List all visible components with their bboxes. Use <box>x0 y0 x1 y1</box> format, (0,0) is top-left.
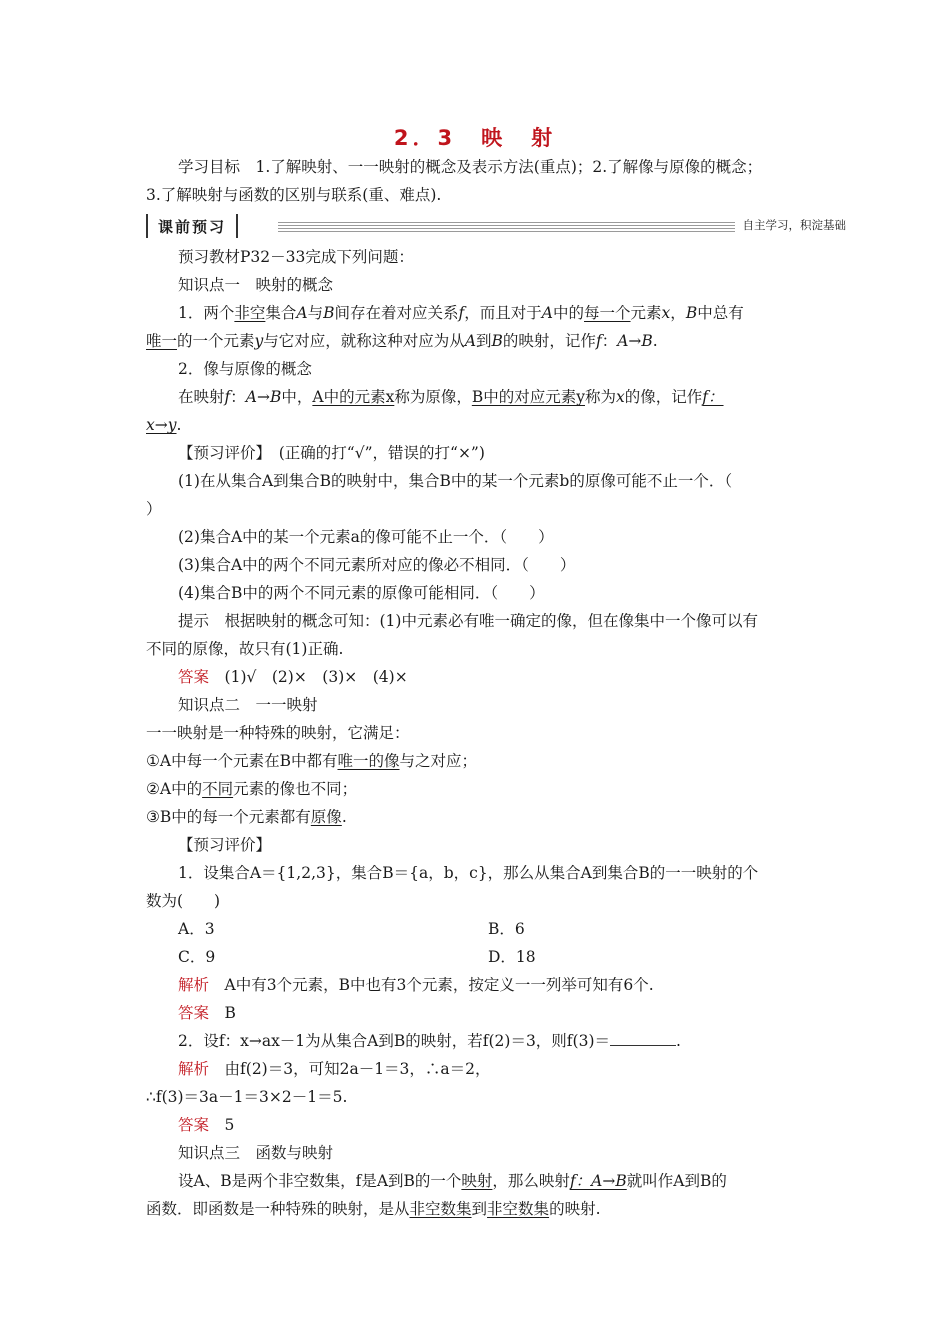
math-var: A <box>296 304 308 322</box>
text: ③B中的每一个元素都有 <box>146 808 311 826</box>
text: ①A中每一个元素在B中都有 <box>146 752 338 770</box>
text: 的映射. <box>549 1200 601 1218</box>
bijection-condition-2 <box>146 778 357 800</box>
knowledge-point-2-heading: 知识点二 一一映射 <box>178 696 318 714</box>
image-preimage-heading: 2．像与原像的概念 <box>178 360 312 378</box>
option-d: D．18 <box>488 948 536 966</box>
question-1-line-1: (1)在从集合A到集合B的映射中，集合B中的某一个元素b的原像可能不止一个．（ <box>178 472 733 490</box>
banner-subtitle: 自主学习，积淀基础 <box>735 217 847 233</box>
text: 的映射，记作 <box>502 332 596 350</box>
text: 函数．即函数是一种特殊的映射，是从 <box>146 1200 410 1218</box>
underlined-term: 非空数集 <box>409 1200 472 1218</box>
underlined-term: 映射 <box>461 1172 493 1190</box>
underlined-term: 每一个 <box>584 304 631 322</box>
learning-objectives-line-1: 学习目标 1.了解映射、一一映射的概念及表示方法(重点)；2.了解像与原像的概念； <box>178 158 763 176</box>
underlined-term: x→y <box>146 416 177 434</box>
answer-line-1 <box>178 666 408 688</box>
solution-2-line-1 <box>178 1058 491 1080</box>
underlined-term: A中的元素x <box>312 388 395 406</box>
text: 到 <box>476 332 492 350</box>
text: 到 <box>471 1200 488 1218</box>
option-a: A．3 <box>178 920 215 938</box>
page-title: 2．3 映 射 <box>393 126 557 150</box>
question-3: (3)集合A中的两个不同元素所对应的像必不相同．（ ） <box>178 556 576 574</box>
math-expr: A→B <box>617 332 653 350</box>
text: . <box>676 1032 681 1050</box>
text: 集合 <box>265 304 297 322</box>
eval-2-question-1-line-2: 数为( ) <box>146 892 221 910</box>
math-expr: A→B <box>245 388 282 406</box>
hint-line-1: 提示 根据映射的概念可知：(1)中元素必有唯一确定的像，但在像集中一个像可以有 <box>178 612 758 630</box>
mapping-definition-line-1 <box>178 302 744 324</box>
text: 元素的像也不同； <box>233 780 358 798</box>
math-var: y <box>254 332 264 350</box>
answer-text: (1)√ (2)× (3)× (4)× <box>224 668 408 686</box>
solution-1 <box>178 974 654 996</box>
bijection-condition-3 <box>146 806 347 828</box>
text: 中总有 <box>697 304 744 322</box>
function-mapping-line-1 <box>178 1170 727 1192</box>
text: 元素 <box>630 304 662 322</box>
text: 1．两个 <box>178 304 235 322</box>
text: ，而且对于 <box>464 304 542 322</box>
text: ： <box>601 332 618 350</box>
eval-1-heading: 【预习评价】 (正确的打“√”，错误的打“×”) <box>178 444 485 462</box>
eval-2-question-1-line-1: 1．设集合A＝{1,2,3}，集合B＝{a，b，c}，那么从集合A到集合B的一一映射的个 <box>178 864 759 882</box>
underlined-term: f：A→B <box>569 1172 627 1190</box>
preview-note: 预习教材P32－33完成下列问题： <box>178 248 414 266</box>
image-preimage-line-2 <box>146 414 181 436</box>
question-2: (2)集合A中的某一个元素a的像可能不止一个．（ ） <box>178 528 554 546</box>
question-text: 2．设f：x→ax－1为从集合A到B的映射，若f(2)＝3，则f(3)＝ <box>178 1032 611 1050</box>
math-var: A <box>464 332 477 350</box>
text: 间存在着对应关系 <box>334 304 459 322</box>
text: 与它对应，就称这种对应为从 <box>263 332 465 350</box>
image-preimage-line-1 <box>178 386 724 408</box>
math-var: A <box>541 304 553 322</box>
answer-blank <box>610 1031 676 1046</box>
answer-label: 答案 <box>178 668 210 686</box>
text: ， <box>670 304 686 322</box>
text: . <box>652 332 658 350</box>
math-var: f <box>224 388 231 406</box>
text: 设A、B是两个非空数集，f是A到B的一个 <box>178 1172 462 1190</box>
text: 就叫作A到B的 <box>626 1172 727 1190</box>
answer-text: B <box>224 1004 236 1022</box>
solution-label: 解析 <box>178 1060 210 1078</box>
answer-label: 答案 <box>178 1116 210 1134</box>
text: 称为 <box>584 388 616 406</box>
question-4: (4)集合B中的两个不同元素的原像可能相同．（ ） <box>178 584 545 602</box>
underlined-term: 非空 <box>234 304 266 322</box>
underlined-term: 原像 <box>310 808 342 826</box>
function-mapping-line-2 <box>146 1198 601 1220</box>
text: ，那么映射 <box>492 1172 570 1190</box>
answer-3 <box>178 1114 234 1136</box>
text: ②A中的 <box>146 780 203 798</box>
learning-objectives-line-2: 3.了解映射与函数的区别与联系(重、难点). <box>146 186 442 204</box>
knowledge-point-1-heading: 知识点一 映射的概念 <box>178 276 334 294</box>
banner-title: 课前预习 <box>146 214 238 238</box>
text: ： <box>230 388 246 406</box>
question-1-line-2: ） <box>146 500 162 518</box>
bijection-intro: 一一映射是一种特殊的映射，它满足： <box>146 724 410 742</box>
section-banner <box>146 214 846 238</box>
text: 与之对应； <box>399 752 478 770</box>
math-var: f <box>595 332 602 350</box>
text: . <box>341 808 347 826</box>
math-var: B <box>491 332 503 350</box>
answer-2 <box>178 1002 236 1024</box>
answer-text: 5 <box>224 1116 235 1134</box>
solution-2-line-2: ∴f(3)＝3a－1＝3×2－1＝5. <box>146 1088 348 1106</box>
underlined-term: 唯一 <box>146 332 178 350</box>
bijection-condition-1 <box>146 750 477 772</box>
underlined-term: 非空数集 <box>487 1200 550 1218</box>
mapping-definition-line-2 <box>146 330 658 352</box>
text: 的一个元素 <box>177 332 255 350</box>
text: 中的 <box>553 304 585 322</box>
solution-text: A中有3个元素，B中也有3个元素，按定义一一列举可知有6个. <box>224 976 654 994</box>
math-var: B <box>685 304 698 322</box>
solution-label: 解析 <box>178 976 210 994</box>
eval-2-heading: 【预习评价】 <box>178 836 272 854</box>
math-var: f <box>458 304 465 322</box>
underlined-term: f： <box>702 388 724 406</box>
text: 的像，记作 <box>624 388 703 406</box>
math-var: x <box>616 388 625 406</box>
underlined-term: 不同 <box>202 780 234 798</box>
text: 中， <box>281 388 313 406</box>
text: 在映射 <box>178 388 225 406</box>
math-var: x <box>661 304 671 322</box>
underlined-term: B中的对应元素y <box>471 388 585 406</box>
solution-text: 由f(2)＝3，可知2a－1＝3，∴a＝2， <box>224 1060 491 1078</box>
answer-label: 答案 <box>178 1004 210 1022</box>
math-var: B <box>323 304 335 322</box>
underlined-term: 唯一的像 <box>337 752 400 770</box>
text: 称为原像， <box>394 388 472 406</box>
option-c: C．9 <box>178 948 216 966</box>
option-b: B．6 <box>488 920 525 938</box>
text: . <box>176 416 182 434</box>
hint-line-2: 不同的原像，故只有(1)正确. <box>146 640 344 658</box>
knowledge-point-3-heading: 知识点三 函数与映射 <box>178 1144 334 1162</box>
eval-2-question-2 <box>178 1030 681 1052</box>
text: 与 <box>307 304 324 322</box>
